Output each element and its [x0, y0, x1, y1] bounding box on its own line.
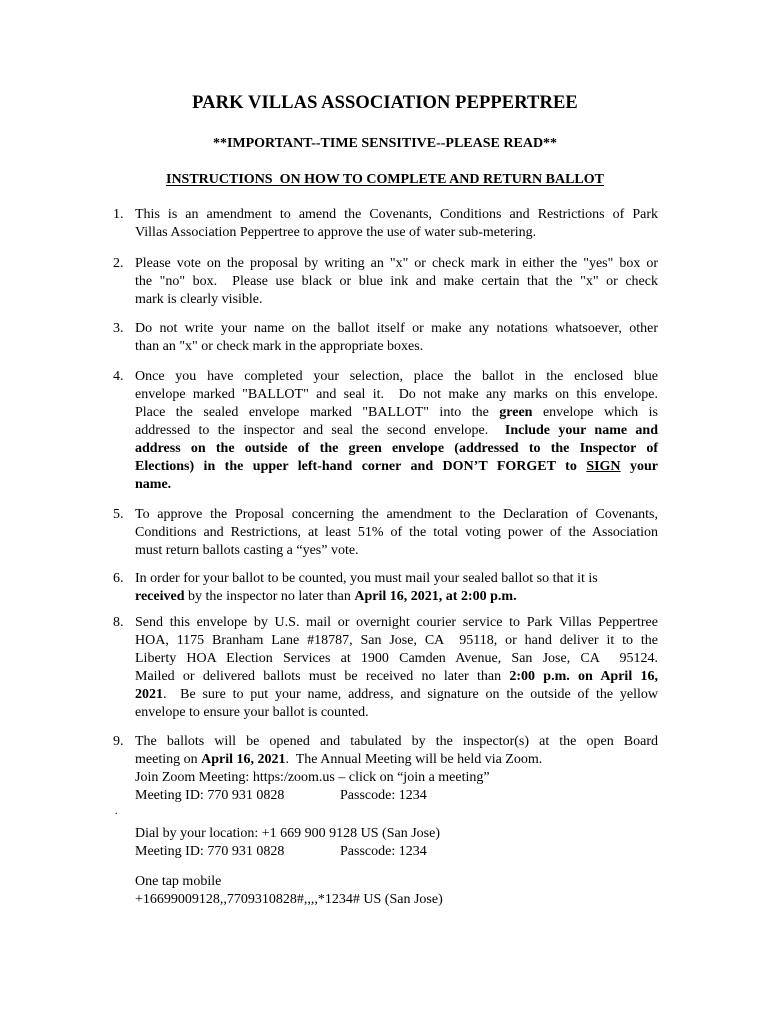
item-line: Do not write your name on the ballot itself or make any notations whatsoever, other [135, 321, 658, 336]
instruction-item-8 [113, 614, 658, 722]
item-bold-text: Elections) in the upper left-hand corner and DON’T FORGET to [135, 459, 587, 474]
item-text: meeting on [135, 752, 202, 767]
instruction-item-5 [113, 506, 658, 560]
instruction-item-2 [113, 255, 658, 309]
instruction-item-9 [113, 733, 658, 909]
instruction-item-1 [113, 206, 658, 242]
item-line [135, 668, 658, 686]
item-number: 1. [113, 207, 124, 222]
instruction-item-3 [113, 320, 658, 356]
item-bold-text: address on the outside of the green envelope (addressed to the Inspector of [135, 441, 658, 456]
item-number: 3. [113, 321, 124, 336]
instruction-item-4 [113, 368, 658, 494]
item-line [135, 686, 658, 704]
one-tap-label: One tap mobile [135, 874, 222, 889]
item-number: 4. [113, 369, 124, 384]
item-line: Liberty HOA Election Services at 1900 Camden Avenue, San Jose, CA 95124. [135, 651, 658, 666]
item-line [135, 440, 658, 458]
one-tap-number: +16699009128,,7709310828#,,,,*1234# US (San Jose) [135, 892, 443, 907]
document-title: PARK VILLAS ASSOCIATION PEPPERTREE [192, 93, 578, 113]
item-line: The ballots will be opened and tabulated by the inspector(s) at the open Board [135, 734, 658, 749]
item-line: the "no" box. Please use black or blue ink and make certain that the "x" or check [135, 274, 658, 289]
item-line: Please vote on the proposal by writing an "x" or check mark in either the "yes" box or [135, 256, 658, 271]
item-line: envelope to ensure your ballot is counted. [135, 705, 369, 720]
item-bold-text: name. [135, 477, 172, 492]
item-line: mark is clearly visible. [135, 292, 263, 307]
meeting-id-line [135, 843, 658, 861]
meeting-date-emphasis: April 16, 2021 [201, 752, 286, 767]
item-line [135, 751, 658, 769]
received-emphasis: received [135, 589, 185, 604]
item-text: Place the sealed envelope marked "BALLOT" into the [135, 405, 500, 420]
item-line: In order for your ballot to be counted, you must mail your sealed ballot so that it is [135, 571, 598, 586]
item-text: addressed to the inspector and seal the second envelope. [135, 423, 505, 438]
sign-emphasis: SIGN [586, 459, 621, 474]
item-line: To approve the Proposal concerning the amendment to the Declaration of Covenants, [135, 507, 658, 522]
stray-mark: . [115, 806, 118, 817]
item-line [135, 476, 658, 494]
spacer [135, 861, 658, 873]
item-line: Conditions and Restrictions, at least 51% of the total voting power of the Association [135, 525, 658, 540]
item-line: than an "x" or check mark in the appropriate boxes. [135, 339, 424, 354]
item-text: . Be sure to put your name, address, and signature on the outside of the yellow [163, 687, 658, 702]
item-line [135, 588, 658, 606]
item-number: 6. [113, 571, 124, 586]
item-line: Once you have completed your selection, place the ballot in the enclosed blue [135, 369, 658, 384]
item-bold-text: Include your name and [504, 423, 658, 438]
item-line: envelope marked "BALLOT" and seal it. Do not make any marks on this envelope. [135, 387, 658, 402]
item-line: Send this envelope by U.S. mail or overnight courier service to Park Villas Peppertree [135, 615, 658, 630]
item-line: This is an amendment to amend the Covenants, Conditions and Restrictions of Park [135, 207, 658, 222]
deadline-emphasis: April 16, 2021, at 2:00 p.m. [354, 589, 517, 604]
item-number: 9. [113, 734, 124, 749]
item-line: Villas Association Peppertree to approve the use of water sub-metering. [135, 225, 537, 240]
item-line: must return ballots casting a “yes” vote. [135, 543, 359, 558]
dial-in-line: Dial by your location: +1 669 900 9128 US (San Jose) [135, 826, 440, 841]
spacer [135, 805, 658, 825]
green-emphasis: green [499, 405, 533, 420]
passcode: Passcode: 1234 [340, 788, 427, 803]
zoom-join-line: Join Zoom Meeting: https:/zoom.us – click on “join a meeting” [135, 770, 490, 785]
item-text: envelope which is [532, 405, 658, 420]
deadline-emphasis: 2021 [135, 687, 163, 702]
meeting-id-line [135, 787, 658, 805]
item-line [135, 422, 658, 440]
meeting-id: Meeting ID: 770 931 0828 [135, 844, 285, 859]
item-number: 8. [113, 615, 124, 630]
meeting-id: Meeting ID: 770 931 0828 [135, 788, 285, 803]
item-line [135, 404, 658, 422]
important-notice: **IMPORTANT--TIME SENSITIVE--PLEASE READ** [212, 136, 558, 151]
item-text: . The Annual Meeting will be held via Zoom. [285, 752, 543, 767]
instruction-item-6 [113, 570, 658, 606]
item-line: HOA, 1175 Branham Lane #18787, San Jose, CA 95118, or hand deliver it to the [135, 633, 658, 648]
item-number: 5. [113, 507, 124, 522]
item-number: 2. [113, 256, 124, 271]
item-line [135, 458, 658, 476]
item-bold-text: your [620, 459, 658, 474]
deadline-emphasis: 2:00 p.m. on April 16, [509, 669, 658, 684]
passcode: Passcode: 1234 [340, 844, 427, 859]
instructions-heading-text: INSTRUCTIONS ON HOW TO COMPLETE AND RETURN BALLOT [166, 172, 604, 187]
item-text: by the inspector no later than [184, 589, 355, 604]
item-text: Mailed or delivered ballots must be received no later than [135, 669, 510, 684]
instructions-heading [0, 172, 770, 188]
